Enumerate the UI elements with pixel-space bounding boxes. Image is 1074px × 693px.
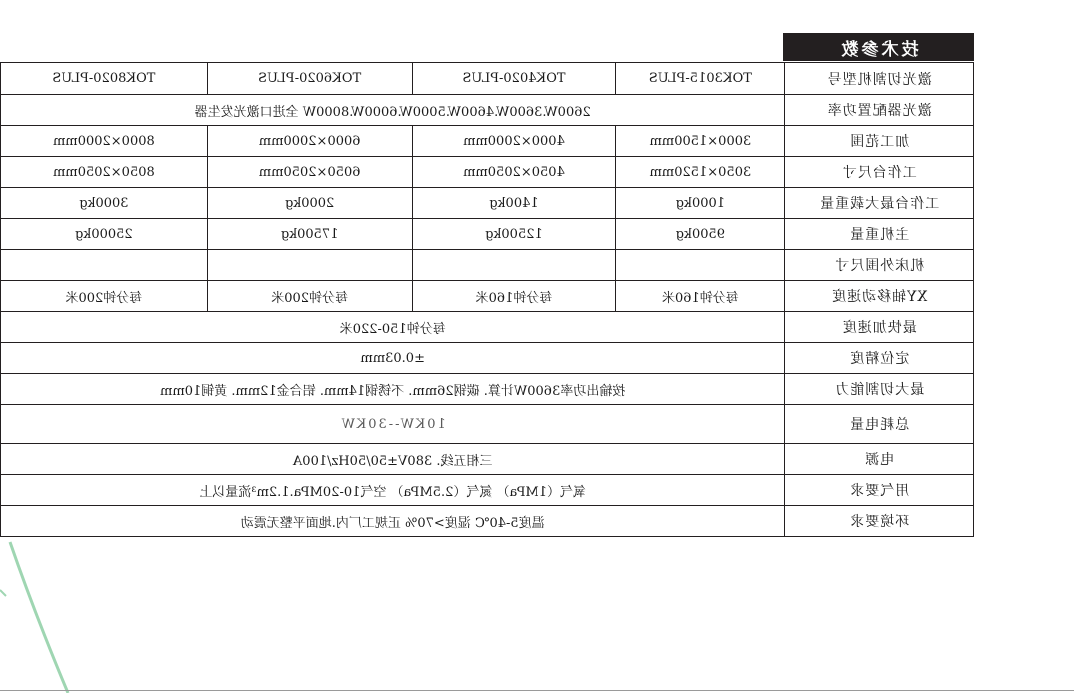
table-cell: 每分钟160米 xyxy=(412,281,616,312)
table-span-cell: 按输出功率3600W计算. 碳钢26mm. 不锈钢14mm. 铝合金12mm. 黄铜10mm xyxy=(1,374,785,405)
table-cell: 17500kg xyxy=(207,219,412,250)
row-label: 激光器配置功率 xyxy=(785,95,974,126)
row-label: 电源 xyxy=(785,444,974,475)
table-cell: 2000kg xyxy=(207,188,412,219)
table-cell: 每分钟200米 xyxy=(1,281,208,312)
table-cell: TOK4020-PLUS xyxy=(412,63,616,95)
table-cell: 1400kg xyxy=(412,188,616,219)
table-cell: 8050×2050mm xyxy=(1,157,208,188)
table-cell: TOK6020-PLUS xyxy=(207,63,412,95)
table-span-cell: 氧气（1MPa） 氮气（2.5MPa） 空气10-20MPa.1.2m³流量以上 xyxy=(1,475,785,506)
accent-line xyxy=(10,542,68,693)
row-label: 最大切割能力 xyxy=(785,374,974,405)
accent-line xyxy=(0,590,6,596)
table-cell: TOK8020-PLUS xyxy=(1,63,208,95)
table-cell: 3000kg xyxy=(1,188,208,219)
row-label: 主机重量 xyxy=(785,219,974,250)
row-label: XY轴移动速度 xyxy=(785,281,974,312)
table-cell: 4050×2050mm xyxy=(412,157,616,188)
table-cell: 6000×2000mm xyxy=(207,126,412,157)
table-cell: 6050×2050mm xyxy=(207,157,412,188)
row-label: 加工范围 xyxy=(785,126,974,157)
table-cell: 4000×2000mm xyxy=(412,126,616,157)
table-cell: 25000kg xyxy=(1,219,208,250)
table-cell: 每分钟200米 xyxy=(207,281,412,312)
table-cell: 每分钟160米 xyxy=(616,281,785,312)
row-label: 机床外围尺寸 xyxy=(785,250,974,281)
row-label: 最快加速度 xyxy=(785,312,974,343)
row-label: 激光切割机型号 xyxy=(785,63,974,95)
table-cell: TOK3015-PLUS xyxy=(616,63,785,95)
table-cell: 12500kg xyxy=(412,219,616,250)
row-label: 环境要求 xyxy=(785,506,974,537)
table-cell: 3000×1500mm xyxy=(616,126,785,157)
table-span-cell: 2600W.3600W.4600W.5000W.6000W.8000W 全进口激光发生器 xyxy=(1,95,785,126)
row-label: 用气要求 xyxy=(785,475,974,506)
row-label: 工作台最大载重量 xyxy=(785,188,974,219)
table-cell: 8000×2000mm xyxy=(1,126,208,157)
table-cell: 3050×1520mm xyxy=(616,157,785,188)
row-label: 定位精度 xyxy=(785,343,974,374)
table-span-cell: 三相五线. 380V±50/50Hz/100A xyxy=(1,444,785,475)
row-label: 工作台尺寸 xyxy=(785,157,974,188)
table-span-cell: 每分钟150-220米 xyxy=(1,312,785,343)
table-cell: 1000kg xyxy=(616,188,785,219)
table-cell: 9500kg xyxy=(616,219,785,250)
table-span-cell: 10KW--30KW xyxy=(1,405,785,444)
bottom-divider xyxy=(0,690,1074,691)
table-span-cell: 温度5-40℃ 湿度>70% 正规工厂内.地面平整无震动 xyxy=(1,506,785,537)
row-label: 总耗电量 xyxy=(785,405,974,444)
section-title: 技术参数 xyxy=(838,39,919,60)
table-span-cell: ±0.03mm xyxy=(1,343,785,374)
